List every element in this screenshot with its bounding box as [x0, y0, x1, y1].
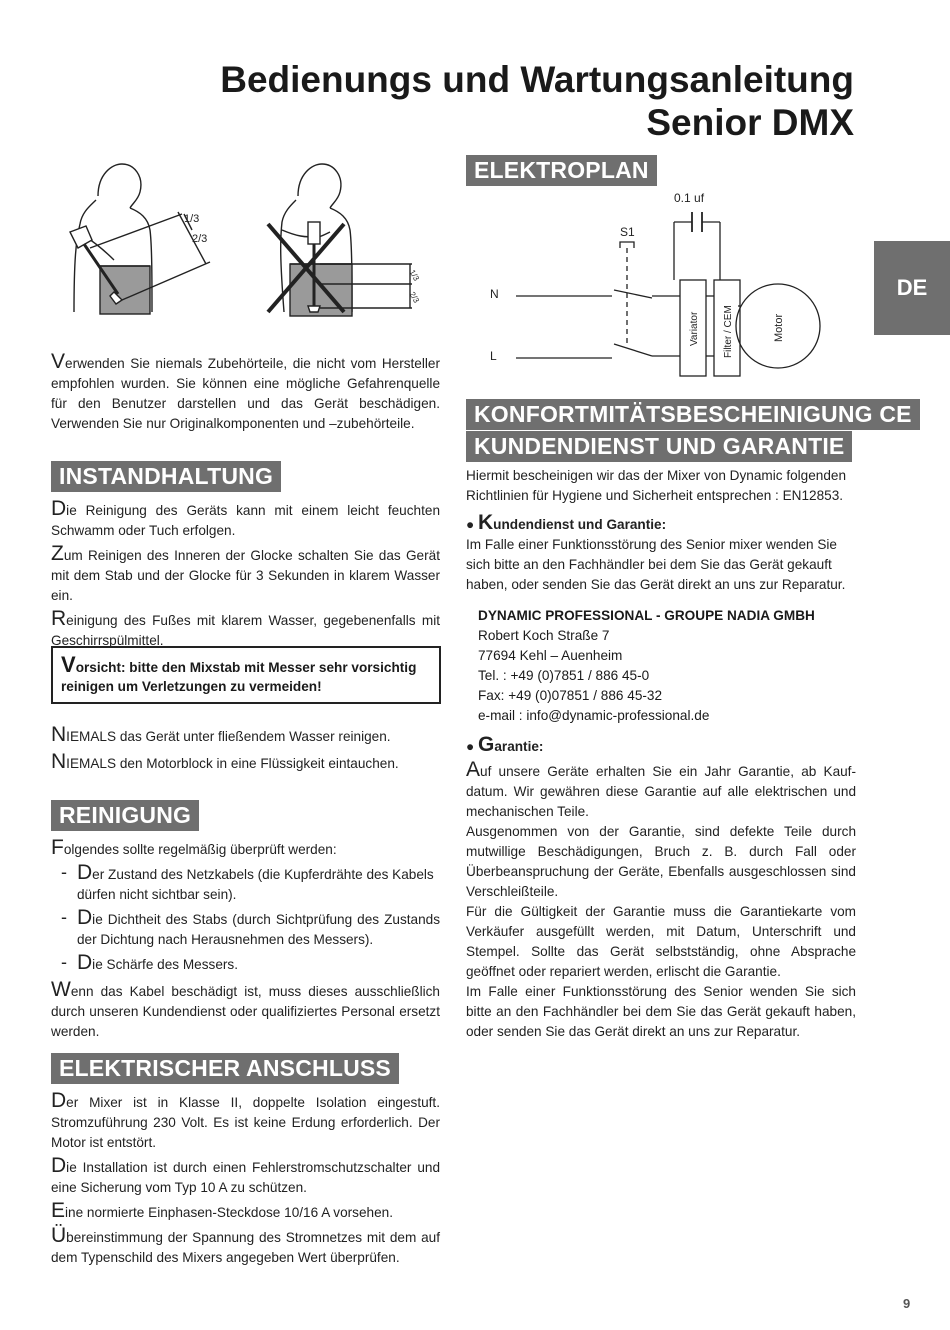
list-item: - Die Dichtheit des Stabs (durch Sichtprüfung des Zustands der Dichtung nach Herausnehmen des Messers).	[61, 906, 440, 947]
fig2-label-two-thirds: 2/3	[407, 290, 421, 305]
instandhaltung-text	[51, 497, 440, 651]
variator-label: Variator	[689, 311, 700, 346]
address-city: 77694 Kehl – Auenheim	[478, 648, 623, 663]
list-item: - Die Schärfe des Messers.	[61, 951, 238, 974]
instandhaltung-p3: Reinigung des Fußes mit klarem Wasser, gegebenenfalls mit Geschirrspülmittel.	[51, 607, 440, 648]
kundendienst-heading: ● Kundendienst und Garantie:	[466, 511, 667, 534]
konformitaet-text: Hiermit bescheinigen wir das der Mixer von Dynamic folgenden Richtlinien für Hygiene und Sicherheit entsprechen : EN12853. ● Kundendienst und Garantie: Im Falle einer Funktionsstörung des Senior mixer wenden Sie sich bitte an den Fachhändler bei dem Sie das Gerät gekauft haben, oder senden Sie das Gerät direkt an uns zur Reparatur.	[466, 466, 856, 595]
section-heading-elektroplan: ELEKTROPLAN	[466, 155, 657, 186]
title-line-1: Bedienungs und Wartungsanleitung	[220, 59, 854, 100]
fig1-label-third: 1/3	[184, 213, 200, 225]
figure-incorrect-usage	[281, 164, 412, 316]
company-name: DYNAMIC PROFESSIONAL - GROUPE NADIA GMBH	[478, 608, 815, 623]
instandhaltung-p2: Zum Reinigen des Inneren der Glocke schalten Sie das Gerät mit dem Stab und der Glocke für 3 Sekunden in klarem Wasser ein.	[51, 542, 440, 603]
page-title	[220, 58, 854, 144]
capacitor-label: 0.1 uf	[674, 191, 705, 205]
usage-illustration	[60, 160, 430, 330]
address-street: Robert Koch Straße 7	[478, 628, 610, 643]
garantie-text	[466, 733, 856, 1042]
garantie-p2: Ausgenommen von der Garantie, sind defekte Teile durch mutwillige Beschädigungen, Bruch z. B. durch Fall oder Überbeanspruchung der Geräte, Ebenfalls ausgeschlossen sind Verschleißteile.	[466, 824, 856, 899]
anschluss-p2: Die Installation ist durch einen Fehlerstromschutzschalter und eine Sicherung vom Typ 10 A zu schützen.	[51, 1154, 440, 1195]
intro-paragraph: Verwenden Sie niemals Zubehörteile, die nicht vom Hersteller empfohlen wurden. Sie können eine mögliche Gefahrenquelle für den Benutzer darstellen und das Gerät beschädigen. Verwenden Sie nur Originalkomponenten und –zubehörteile.	[51, 350, 440, 431]
garantie-p3: Für die Gültigkeit der Garantie muss die Garantiekarte vom Verkäufer ausgefüllt werden, mit Datum, Unterschrift und Stempel. Sollte das Gerät selbstständig, ohne Absprache geöffnet oder repariert werden, erlischt die Garantie.	[466, 904, 856, 979]
kundendienst-text: Im Falle einer Funktionsstörung des Senior mixer wenden Sie sich bitte an den Fachhändler bei dem Sie das Gerät gekauft haben, oder senden Sie das Gerät direkt an uns zur Reparatur.	[466, 537, 846, 592]
figure-correct-usage	[70, 164, 210, 314]
niemals-note-2: NIEMALS den Motorblock in eine Flüssigkeit eintauchen.	[51, 750, 399, 773]
address-fax: Fax: +49 (0)07851 / 886 45-32	[478, 688, 663, 703]
title-line-2: Senior DMX	[646, 102, 854, 143]
anschluss-text	[51, 1089, 440, 1268]
reinigung-text	[51, 836, 440, 1042]
line-label: L	[490, 349, 497, 363]
fig2-label-third: 1/3	[407, 268, 421, 283]
niemals-note-1: NIEMALS das Gerät unter fließendem Wasser reinigen.	[51, 723, 391, 746]
anschluss-p3: Eine normierte Einphasen-Steckdose 10/16 A vorsehen.	[51, 1199, 393, 1222]
address-block	[478, 606, 815, 726]
anschluss-p1: Der Mixer ist in Klasse II, doppelte Isolation eingestuft. Stromzuführung 230 Volt. Es ist keine Erdung erforderlich. Der Motor ist entstört.	[51, 1089, 440, 1150]
niemals-notes	[51, 723, 440, 774]
section-heading-kundendienst: KUNDENDIENST UND GARANTIE	[466, 431, 852, 462]
address-tel: Tel. : +49 (0)7851 / 886 45-0	[478, 668, 650, 683]
filter-label: Filter / CEM	[723, 305, 734, 358]
section-heading-instandhaltung: INSTANDHALTUNG	[51, 461, 281, 492]
reinigung-outro: Wenn das Kabel beschädigt ist, muss dieses ausschließlich durch unseren Kundendienst oder qualifiziertes Personal ersetzt werden.	[51, 978, 440, 1039]
neutral-label: N	[490, 287, 499, 301]
language-tab: DE	[874, 241, 950, 335]
switch-label: S1	[620, 225, 635, 239]
garantie-p4: Im Falle einer Funktionsstörung des Senior wenden Sie sich bitte an den Fachhändler bei dem Sie das Gerät gekauft haben, oder senden Sie das Gerät direkt an uns zur Reparatur.	[466, 984, 856, 1039]
address-email: e-mail : info@dynamic-professional.de	[478, 708, 710, 723]
list-item: - Der Zustand des Netzkabels (die Kupferdrähte des Kabels dürfen nicht sichtbar sein).	[61, 861, 434, 902]
reinigung-intro: Folgendes sollte regelmäßig überprüft werden:	[51, 836, 337, 859]
section-heading-anschluss: ELEKTRISCHER ANSCHLUSS	[51, 1053, 399, 1084]
garantie-p1: Auf unsere Geräte erhalten Sie ein Jahr Garantie, ab Kauf-datum. Wir gewähren diese Garantie auf alle elektrischen und mechanischen Teile.	[466, 758, 856, 819]
anschluss-p4: Übereinstimmung der Spannung des Stromnetzes mit dem auf dem Typenschild des Mixers angegeben Wert überprüfen.	[51, 1224, 440, 1265]
section-heading-reinigung: REINIGUNG	[51, 800, 199, 831]
caution-box: Vorsicht: bitte den Mixstab mit Messer sehr vorsichtig reinigen um Verletzungen zu vermeiden!	[51, 646, 441, 704]
instandhaltung-p1: Die Reinigung des Geräts kann mit einem leicht feuchten Schwamm oder Tuch erfolgen.	[51, 497, 440, 538]
section-heading-konformitaet: KONFORTMITÄTSBESCHEINIGUNG CE	[466, 399, 920, 430]
wiring-diagram	[480, 186, 840, 386]
motor-label: Motor	[773, 313, 785, 342]
fig1-label-two-thirds: 2/3	[192, 233, 208, 245]
page-number: 9	[903, 1296, 911, 1311]
garantie-heading: ● Garantie:	[466, 733, 544, 756]
